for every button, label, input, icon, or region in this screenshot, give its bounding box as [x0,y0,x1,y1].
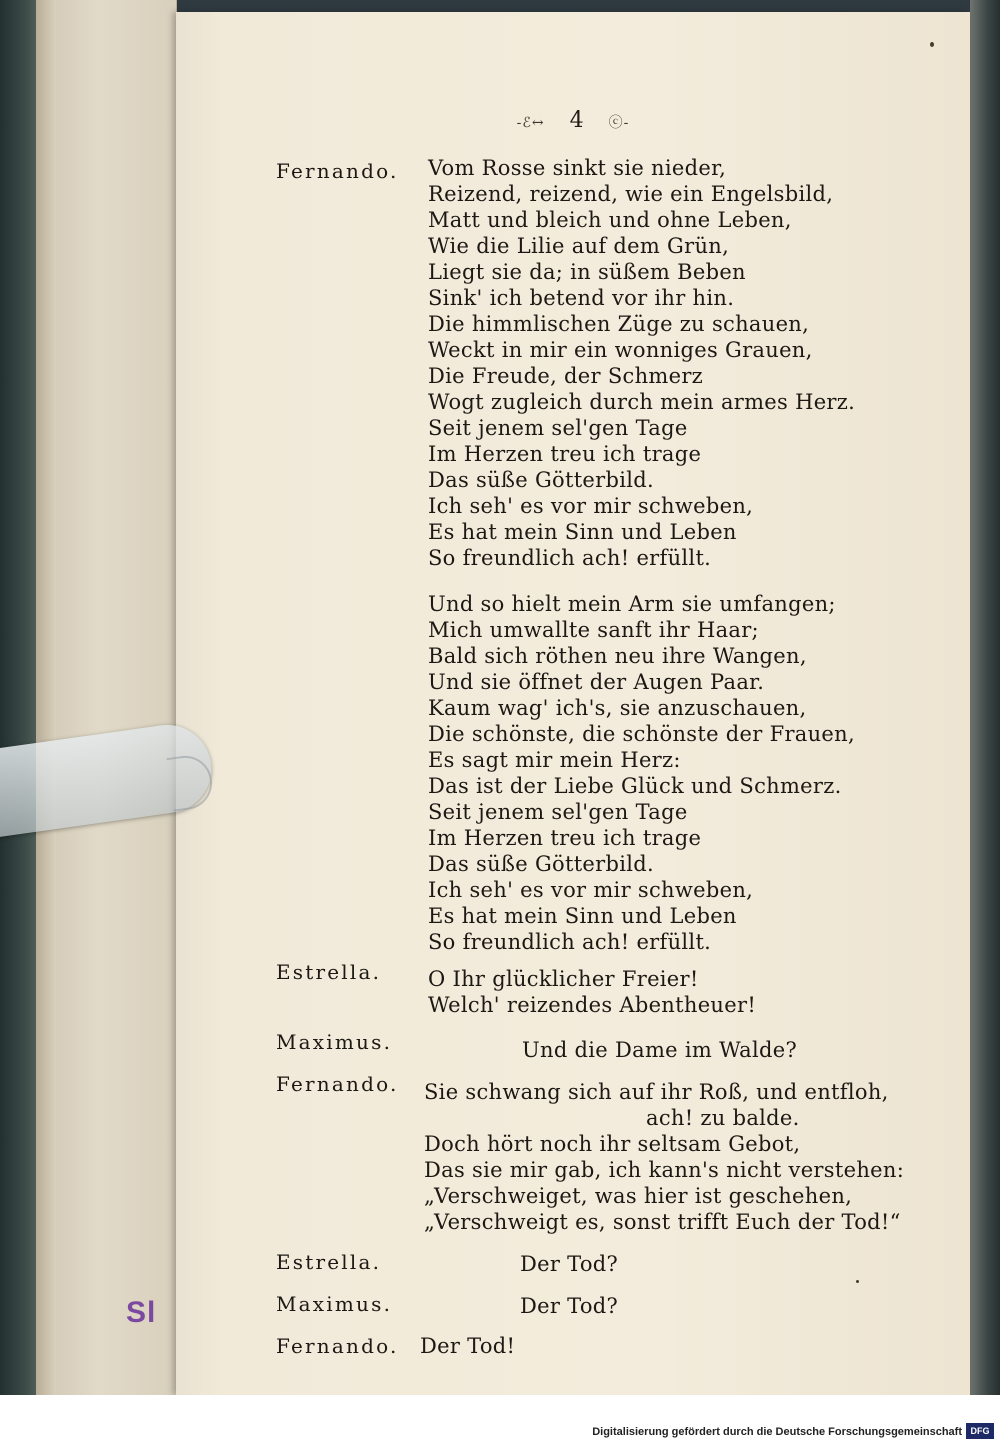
verse-line: Seit jenem sel'gen Tage [428,800,688,824]
verse-line: Kaum wag' ich's, sie anzuschauen, [428,696,807,720]
verse-line: Das sie mir gab, ich kann's nicht verstehen: [424,1158,905,1182]
speaker-fernando: Fernando. [276,1072,399,1096]
verse-line: „Verschweiget, was hier ist geschehen, [424,1184,853,1208]
book-cover-edge [0,0,40,1447]
verse-line: Reizend, reizend, wie ein Engelsbild, [428,182,834,206]
verse-line: Der Tod! [420,1334,516,1358]
libretto-text [176,12,970,1395]
verse-line: ach! zu balde. [646,1106,800,1130]
verse-line: Der Tod? [520,1294,619,1318]
verse-line: Das ist der Liebe Glück und Schmerz. [428,774,842,798]
verse-line: Doch hört noch ihr seltsam Gebot, [424,1132,801,1156]
verse-line: Ich seh' es vor mir schweben, [428,878,754,902]
verse-line: So freundlich ach! erfüllt. [428,930,712,954]
verse-line: Die Freude, der Schmerz [428,364,704,388]
verse-line: Und die Dame im Walde? [522,1038,798,1062]
binding-board-edge [36,0,56,1395]
verse-line: So freundlich ach! erfüllt. [428,546,712,570]
verse-line: Wogt zugleich durch mein armes Herz. [428,390,856,414]
verse-line: Die himmlischen Züge zu schauen, [428,312,810,336]
ornament-left: -ℰ↔ [516,115,545,131]
digitization-credit: Digitalisierung gefördert durch die Deutsche Forschungsgemeinschaft [592,1426,962,1438]
verse-line: Ich seh' es vor mir schweben, [428,494,754,518]
scan-background-right [970,0,1000,1447]
speaker-estrella: Estrella. [276,1250,382,1274]
dfg-logo: DFG [966,1423,994,1439]
speaker-fernando: Fernando. [276,1334,399,1358]
verse-line: Matt und bleich und ohne Leben, [428,208,792,232]
verse-line: „Verschweigt es, sonst trifft Euch der Tod!“ [424,1210,901,1234]
verse-line: Es hat mein Sinn und Leben [428,904,737,928]
verse-line: Und so hielt mein Arm sie umfangen; [428,592,836,616]
verse-line: Welch' reizendes Abentheuer! [428,993,757,1017]
verse-line: Das süße Götterbild. [428,468,654,492]
speaker-fernando: Fernando. [276,159,399,183]
verse-line: Seit jenem sel'gen Tage [428,416,688,440]
paper-speck [856,1280,859,1283]
verse-line: Es sagt mir mein Herz: [428,748,681,772]
verse-line: Das süße Götterbild. [428,852,654,876]
verse-line: Sink' ich betend vor ihr hin. [428,286,735,310]
verse-line: Im Herzen treu ich trage [428,442,702,466]
verse-line: Vom Rosse sinkt sie nieder, [428,156,727,180]
verse-line: O Ihr glücklicher Freier! [428,967,699,991]
page-number: 4 [569,108,584,133]
book-page [176,12,970,1395]
verse-line: Bald sich röthen neu ihre Wangen, [428,644,807,668]
paper-speck [930,42,934,47]
verse-line: Und sie öffnet der Augen Paar. [428,670,765,694]
verse-line: Der Tod? [520,1252,619,1276]
footer-bar [0,1395,1000,1447]
verse-line: Sie schwang sich auf ihr Roß, und entfloh, [424,1080,889,1104]
binding-board [36,0,177,1395]
verse-line: Wie die Lilie auf dem Grün, [428,234,730,258]
speaker-maximus: Maximus. [276,1030,393,1054]
verse-line: Im Herzen treu ich trage [428,826,702,850]
ornament-right: ⓒ- [608,115,630,131]
speaker-maximus: Maximus. [276,1292,393,1316]
verse-line: Mich umwallte sanft ihr Haar; [428,618,759,642]
verse-line: Weckt in mir ein wonniges Grauen, [428,338,813,362]
library-stamp: Sl [126,1296,157,1329]
verse-line: Liegt sie da; in süßem Beben [428,260,746,284]
speaker-estrella: Estrella. [276,960,382,984]
verse-line: Die schönste, die schönste der Frauen, [428,722,855,746]
verse-line: Es hat mein Sinn und Leben [428,520,737,544]
